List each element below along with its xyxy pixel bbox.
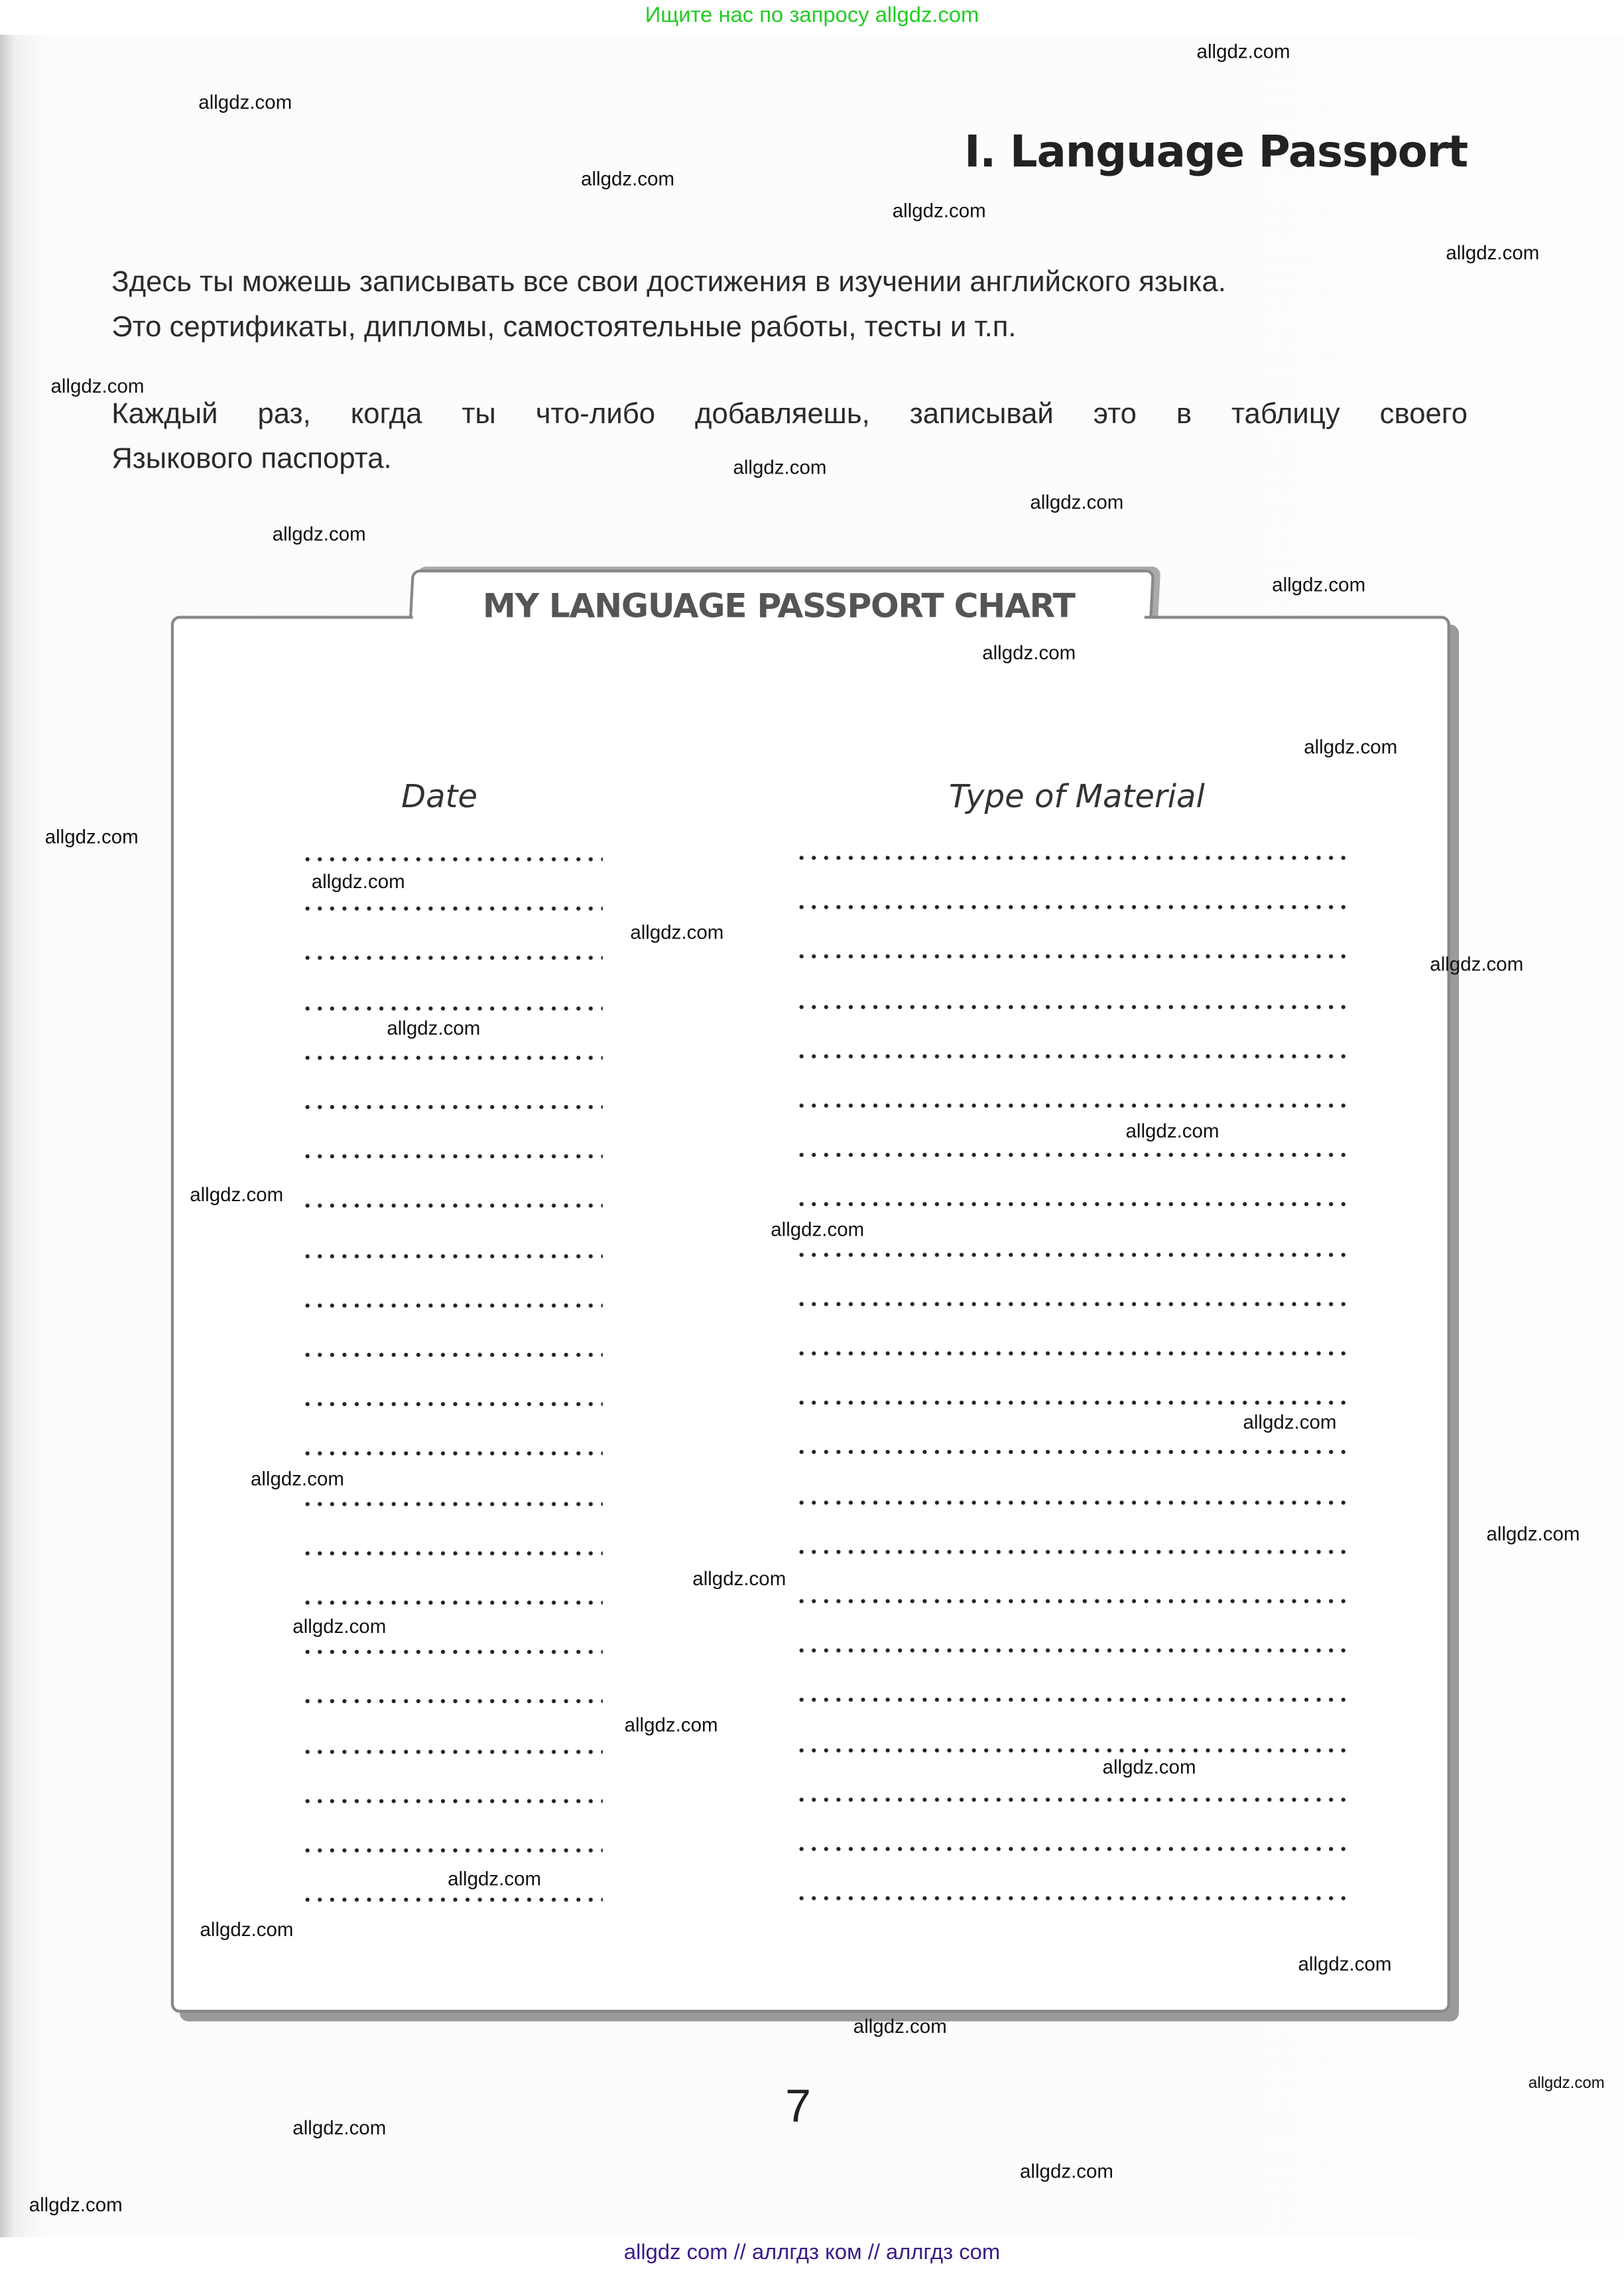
- watermark-text: allgdz.com: [1446, 241, 1540, 264]
- watermark-text: allgdz.com: [1304, 736, 1398, 758]
- material-entry-line[interactable]: [795, 1201, 1351, 1209]
- watermark-text: allgdz.com: [311, 871, 405, 893]
- date-entry-line[interactable]: [301, 1797, 602, 1805]
- watermark-text: allgdz.com: [1243, 1411, 1337, 1433]
- date-entry-line[interactable]: [301, 1301, 602, 1309]
- date-entry-line[interactable]: [301, 1648, 602, 1656]
- watermark-text: allgdz.com: [292, 1615, 387, 1638]
- watermark-text: allgdz.com: [1020, 2160, 1114, 2183]
- date-entry-line[interactable]: [301, 1053, 602, 1062]
- date-entry-line[interactable]: [301, 1350, 602, 1359]
- intro-line: Это сертификаты, дипломы, самостоятельные работы, тесты и т.п.: [111, 311, 1017, 344]
- chart-title: MY LANGUAGE PASSPORT CHART: [482, 588, 1075, 626]
- date-entry-line[interactable]: [301, 1499, 602, 1508]
- date-entry-line[interactable]: [301, 855, 602, 864]
- intro-line: Языкового паспорта.: [111, 443, 392, 476]
- material-entry-line[interactable]: [795, 952, 1351, 961]
- date-entry-line[interactable]: [301, 1400, 602, 1409]
- intro-paragraph-1: [111, 261, 1468, 350]
- watermark-text: allgdz.com: [1528, 2075, 1605, 2093]
- page-number: 7: [785, 2079, 811, 2132]
- watermark-text: allgdz.com: [272, 523, 366, 545]
- date-entry-line[interactable]: [301, 954, 602, 962]
- watermark-text: allgdz.com: [892, 200, 986, 222]
- column-header-date: Date: [401, 779, 478, 816]
- watermark-text: allgdz.com: [198, 91, 292, 113]
- material-entry-line[interactable]: [795, 1894, 1351, 1903]
- watermark-text: allgdz.com: [250, 1468, 344, 1490]
- watermark-text: allgdz.com: [1486, 1523, 1580, 1545]
- date-entry-line[interactable]: [301, 1152, 602, 1161]
- watermark-text: allgdz.com: [1030, 491, 1124, 513]
- column-header-type: Type of Material: [948, 779, 1205, 816]
- intro-line: Каждый раз, когда ты что-либо добавляешь, записывай это в таблицу своего: [111, 398, 1468, 430]
- material-entry-line[interactable]: [795, 1299, 1351, 1308]
- material-entry-line[interactable]: [795, 1052, 1351, 1061]
- date-entry-line[interactable]: [301, 1697, 602, 1706]
- section-heading: I. Language Passport: [964, 127, 1468, 178]
- date-entry-line[interactable]: [301, 1549, 602, 1557]
- watermark-text: allgdz.com: [292, 2116, 387, 2139]
- watermark-text: allgdz.com: [1430, 953, 1524, 976]
- watermark-text: allgdz.com: [448, 1868, 542, 1890]
- material-entry-line[interactable]: [795, 1547, 1351, 1556]
- material-entry-line[interactable]: [795, 1399, 1351, 1407]
- material-entry-line[interactable]: [795, 1746, 1351, 1754]
- material-entry-line[interactable]: [795, 1002, 1351, 1011]
- date-entry-line[interactable]: [301, 1846, 602, 1854]
- intro-line: Здесь ты можешь записывать все свои достижения в изучении английского языка.: [111, 266, 1226, 299]
- material-entry-line[interactable]: [795, 1498, 1351, 1506]
- watermark-text: allgdz.com: [630, 921, 724, 944]
- material-entry-line[interactable]: [795, 1250, 1351, 1259]
- date-entry-line[interactable]: [301, 1004, 602, 1012]
- date-entry-line[interactable]: [301, 1202, 602, 1210]
- date-entry-line[interactable]: [301, 1747, 602, 1756]
- watermark-text: allgdz.com: [190, 1183, 284, 1206]
- watermark-text: allgdz.com: [1196, 40, 1290, 62]
- watermark-text: allgdz.com: [733, 456, 827, 478]
- bottom-banner[interactable]: allgdz com // аллгдз ком // аллгдз com: [623, 2240, 1001, 2265]
- watermark-text: allgdz.com: [624, 1714, 718, 1736]
- watermark-text: allgdz.com: [1272, 574, 1366, 596]
- material-entry-line[interactable]: [795, 1845, 1351, 1853]
- top-banner[interactable]: Ищите нас по запросу allgdz.com: [645, 3, 979, 28]
- material-entry-line[interactable]: [795, 1795, 1351, 1803]
- watermark-text: allgdz.com: [771, 1218, 865, 1241]
- watermark-text: allgdz.com: [44, 826, 139, 848]
- date-entry-line[interactable]: [301, 1598, 602, 1607]
- material-entry-line[interactable]: [795, 854, 1351, 862]
- material-entry-line[interactable]: [795, 1101, 1351, 1110]
- watermark-text: allgdz.com: [29, 2193, 123, 2216]
- watermark-text: allgdz.com: [853, 2015, 947, 2038]
- watermark-text: allgdz.com: [692, 1567, 786, 1590]
- date-entry-line[interactable]: [301, 905, 602, 913]
- material-entry-line[interactable]: [795, 1349, 1351, 1358]
- watermark-text: allgdz.com: [1125, 1120, 1219, 1142]
- watermark-text: allgdz.com: [581, 168, 675, 190]
- watermark-text: allgdz.com: [1298, 1953, 1392, 1975]
- watermark-text: allgdz.com: [200, 1918, 294, 1941]
- date-entry-line[interactable]: [301, 1450, 602, 1459]
- watermark-text: allgdz.com: [50, 375, 145, 397]
- material-entry-line[interactable]: [795, 1151, 1351, 1159]
- material-entry-line[interactable]: [795, 1646, 1351, 1655]
- date-entry-line[interactable]: [301, 1252, 602, 1260]
- material-entry-line[interactable]: [795, 1696, 1351, 1705]
- date-entry-line[interactable]: [301, 1103, 602, 1112]
- watermark-text: allgdz.com: [1102, 1756, 1196, 1778]
- material-entry-line[interactable]: [795, 903, 1351, 911]
- watermark-text: allgdz.com: [982, 641, 1076, 664]
- material-entry-line[interactable]: [795, 1448, 1351, 1457]
- date-entry-line[interactable]: [301, 1896, 602, 1904]
- material-entry-line[interactable]: [795, 1597, 1351, 1606]
- watermark-text: allgdz.com: [387, 1017, 481, 1039]
